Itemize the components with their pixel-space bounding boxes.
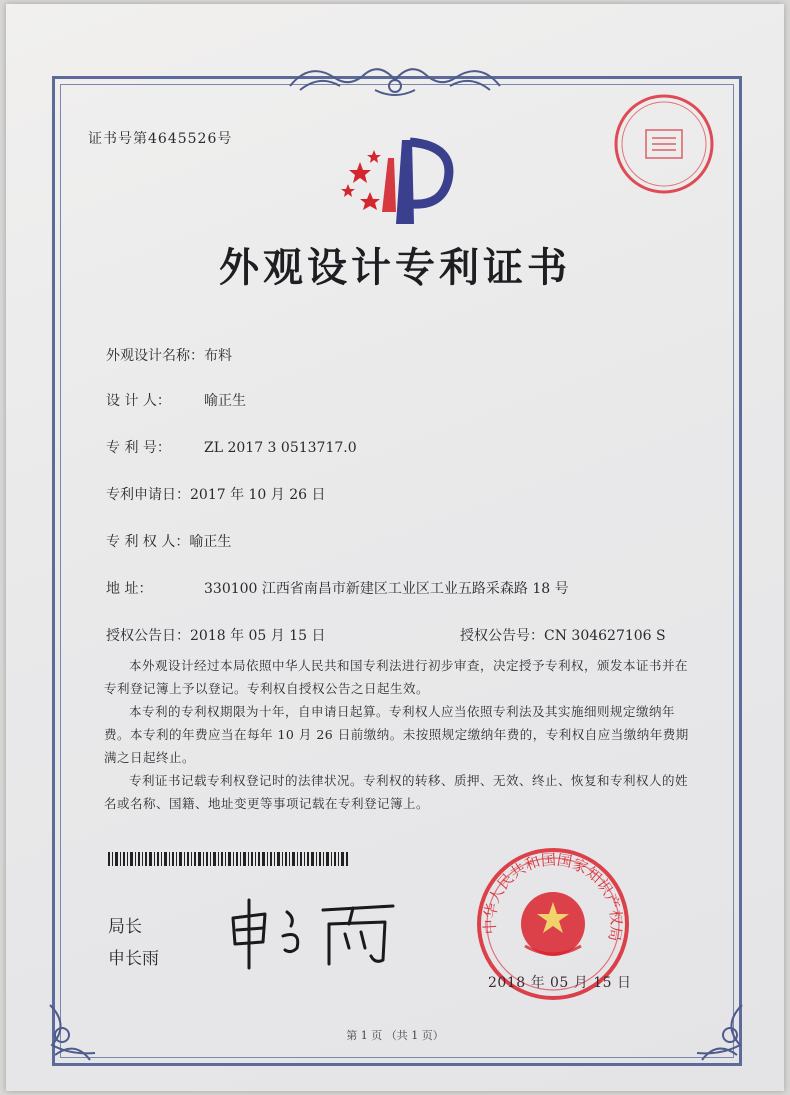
barcode: [108, 852, 348, 866]
certificate-number: 证书号第4645526号: [88, 131, 233, 147]
grant-date-value: 2018 年 05 月 15 日: [190, 628, 326, 644]
patent-number-value: ZL 2017 3 0513717.0: [204, 440, 357, 456]
grant-date-label: 授权公告日：: [106, 628, 190, 644]
patent-office-logo: [330, 132, 460, 228]
patentee-value: 喻正生: [189, 534, 232, 550]
seal-text: 中华人民共和国国家知识产权局: [480, 850, 626, 943]
filing-date-label: 专利申请日：: [106, 487, 190, 503]
address-value: 330100 江西省南昌市新建区工业区工业五路采森路 18 号: [204, 581, 569, 597]
designer-value: 喻正生: [204, 393, 246, 409]
address-label: 地 址：: [106, 581, 153, 597]
designer-label: 设 计 人：: [106, 393, 171, 409]
field-grant-number: [460, 625, 666, 645]
grant-number-label: 授权公告号：: [460, 628, 544, 644]
design-name-label: 外观设计名称：: [106, 348, 204, 364]
field-designer: [106, 390, 246, 410]
field-grant-date: [106, 625, 326, 645]
filing-date-value: 2017 年 10 月 26 日: [190, 487, 326, 503]
certificate-title: 外观设计专利证书: [219, 245, 571, 291]
body-paragraph: 本外观设计经过本局依照中华人民共和国专利法进行初步审查，决定授予专利权，颁发本证书并在专利登记簿上予以登记。专利权自授权公告之日起生效。: [104, 658, 689, 696]
design-name-value: 布料: [204, 348, 232, 364]
top-ornament: [280, 56, 510, 102]
agency-stamp: [612, 92, 716, 196]
field-address: [106, 578, 569, 598]
director-name: 申长雨: [108, 949, 159, 969]
body-paragraph: 专利证书记载专利权登记时的法律状况。专利权的转移、质押、无效、终止、恢复和专利权人的姓名或名称、国籍、地址变更等事项记载在专利登记簿上。: [104, 773, 689, 811]
patentee-label: 专 利 权 人：: [106, 534, 190, 550]
grant-number-value: CN 304627106 S: [544, 628, 666, 644]
field-patent-number: [106, 437, 357, 457]
patent-number-label: 专 利 号：: [106, 440, 171, 456]
body-paragraph: 本专利的专利权期限为十年，自申请日起算。专利权人应当依照专利法及其实施细则规定缴纳年费。本专利的年费应当在每年 10 月 26 日前缴纳。未按照规定缴纳年费的，专利权自应当缴纳年费期满之日起终止。: [104, 704, 689, 765]
field-filing-date: [106, 484, 326, 504]
director-title: 局长: [108, 917, 142, 937]
page-number: 第 1 页 （共 1 页）: [346, 1029, 444, 1042]
field-patentee: [106, 531, 231, 551]
seal-date: 2018 年 05 月 15 日: [488, 975, 632, 991]
handwritten-signature: [225, 890, 405, 970]
certificate-body: [104, 654, 700, 815]
field-design-name: [106, 345, 232, 365]
